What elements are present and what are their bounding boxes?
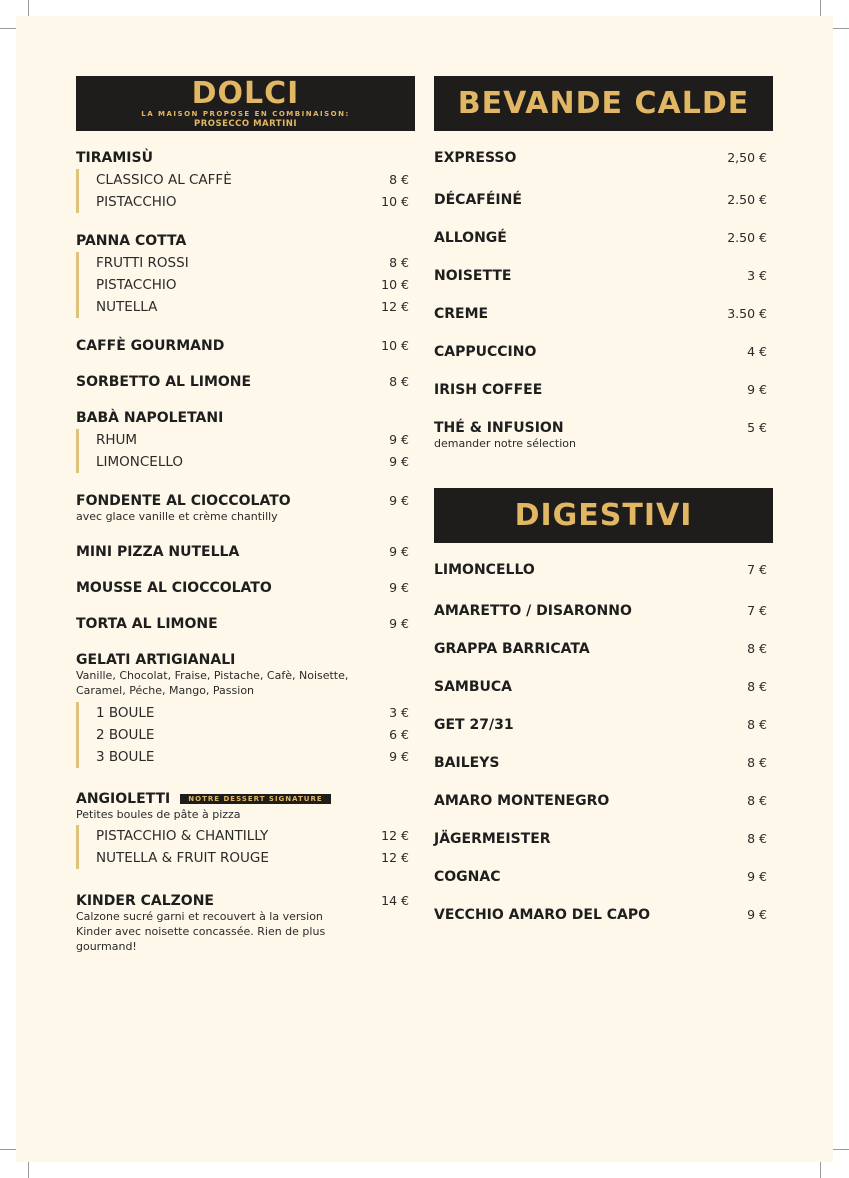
crop-mark (0, 28, 16, 29)
menu-item-tiramisu (76, 150, 415, 213)
item-variants (76, 429, 415, 473)
item-name: JÄGERMEISTER (434, 831, 551, 847)
variant-row (96, 847, 415, 869)
item-name: SAMBUCA (434, 679, 512, 695)
crop-mark (28, 0, 29, 16)
variant-row (96, 451, 415, 473)
menu-item-noisette (434, 268, 773, 306)
variant-name: 1 BOULE (96, 705, 155, 721)
item-name: GET 27/31 (434, 717, 514, 733)
menu-item-caffe-gourmand (76, 338, 415, 354)
item-price: 5 € (747, 420, 767, 435)
bevande-title: BEVANDE CALDE (457, 85, 750, 121)
item-name: AMARO MONTENEGRO (434, 793, 610, 809)
variant-price: 12 € (381, 299, 409, 314)
variant-row (96, 825, 415, 847)
variant-price: 8 € (389, 255, 409, 270)
item-price: 9 € (747, 382, 767, 397)
crop-mark (820, 1162, 821, 1178)
item-price: 9 € (389, 544, 409, 559)
variant-name: PISTACCHIO & CHANTILLY (96, 828, 269, 844)
menu-item-sorbetto (76, 374, 415, 390)
menu-item-decafeine (434, 192, 773, 230)
variant-price: 10 € (381, 194, 409, 209)
variant-row (96, 702, 415, 724)
crop-mark (28, 1162, 29, 1178)
item-variants (76, 825, 415, 869)
menu-item-vecchio-amaro (434, 907, 773, 945)
variant-row (96, 429, 415, 451)
menu-item-mousse (76, 580, 415, 596)
item-name: TORTA AL LIMONE (76, 616, 218, 632)
dolci-banner (76, 76, 415, 131)
item-name: KINDER CALZONE (76, 893, 214, 909)
crop-mark (833, 28, 849, 29)
item-price: 9 € (389, 493, 409, 508)
item-price: 9 € (747, 907, 767, 922)
menu-item-grappa (434, 641, 773, 679)
item-variants (76, 702, 415, 768)
item-name: MOUSSE AL CIOCCOLATO (76, 580, 272, 596)
variant-row (96, 191, 415, 213)
item-price: 9 € (389, 616, 409, 631)
digestivi-list (434, 562, 773, 945)
item-name: CAPPUCCINO (434, 344, 537, 360)
menu-page (16, 16, 833, 1162)
menu-item-jagermeister (434, 831, 773, 869)
menu-item-expresso (434, 150, 773, 192)
item-variants (76, 169, 415, 213)
variant-price: 6 € (389, 727, 409, 742)
menu-item-fondente (76, 493, 415, 524)
item-name: GRAPPA BARRICATA (434, 641, 590, 657)
dolci-column (76, 76, 415, 954)
crop-mark (0, 1149, 16, 1150)
variant-price: 9 € (389, 749, 409, 764)
menu-item-irish-coffee (434, 382, 773, 420)
item-price: 2.50 € (727, 230, 767, 245)
signature-badge: NOTRE DESSERT SIGNATURE (180, 794, 330, 804)
item-price: 9 € (389, 580, 409, 595)
item-name: LIMONCELLO (434, 562, 535, 578)
item-name: CAFFÈ GOURMAND (76, 338, 225, 354)
item-name: DÉCAFÉINÉ (434, 192, 522, 208)
variant-name: PISTACCHIO (96, 194, 177, 210)
variant-price: 9 € (389, 432, 409, 447)
item-name: THÉ & INFUSION (434, 420, 564, 436)
item-name: FONDENTE AL CIOCCOLATO (76, 493, 291, 509)
item-price: 2,50 € (727, 150, 767, 165)
item-price: 8 € (747, 679, 767, 694)
item-name: SORBETTO AL LIMONE (76, 374, 252, 390)
variant-price: 12 € (381, 828, 409, 843)
variant-row (96, 169, 415, 191)
menu-item-panna-cotta (76, 233, 415, 318)
item-name: AMARETTO / DISARONNO (434, 603, 632, 619)
item-name: COGNAC (434, 869, 501, 885)
menu-item-cognac (434, 869, 773, 907)
variant-row (96, 724, 415, 746)
item-name: PANNA COTTA (76, 233, 187, 249)
variant-name: NUTELLA (96, 299, 158, 315)
item-name: TIRAMISÙ (76, 150, 153, 166)
menu-item-kinder-calzone (76, 893, 415, 954)
dolci-pairing: PROSECCO MARTINI (193, 118, 298, 129)
digestivi-banner (434, 488, 773, 543)
bevande-banner (434, 76, 773, 131)
item-name: BAILEYS (434, 755, 500, 771)
variant-name: RHUM (96, 432, 138, 448)
variant-price: 9 € (389, 454, 409, 469)
menu-item-mini-pizza-nutella (76, 544, 415, 560)
item-price: 4 € (747, 344, 767, 359)
item-price: 14 € (381, 893, 409, 908)
menu-item-get-27-31 (434, 717, 773, 755)
item-name: EXPRESSO (434, 150, 517, 166)
item-price: 8 € (747, 793, 767, 808)
variant-price: 12 € (381, 850, 409, 865)
item-name: NOISETTE (434, 268, 512, 284)
item-price: 8 € (747, 717, 767, 732)
variant-name: NUTELLA & FRUIT ROUGE (96, 850, 269, 866)
item-price: 7 € (747, 562, 767, 577)
item-description: Vanille, Chocolat, Fraise, Pistache, Cafè, Noisette, Caramel, Péche, Mango, Passion (76, 669, 349, 697)
menu-item-creme (434, 306, 773, 344)
menu-item-cappuccino (434, 344, 773, 382)
menu-item-amaretto (434, 603, 773, 641)
menu-item-baileys (434, 755, 773, 793)
item-price: 2.50 € (727, 192, 767, 207)
item-price: 10 € (381, 338, 409, 353)
dolci-title: DOLCI (191, 75, 300, 111)
variant-name: CLASSICO AL CAFFÈ (96, 172, 232, 188)
variant-name: FRUTTI ROSSI (96, 255, 189, 271)
item-price: 9 € (747, 869, 767, 884)
variant-row (96, 252, 415, 274)
menu-item-amaro-montenegro (434, 793, 773, 831)
item-price: 8 € (747, 641, 767, 656)
variant-price: 8 € (389, 172, 409, 187)
item-name: IRISH COFFEE (434, 382, 543, 398)
item-price: 8 € (747, 831, 767, 846)
bevande-list (434, 150, 773, 451)
item-price: 8 € (747, 755, 767, 770)
item-name: VECCHIO AMARO DEL CAPO (434, 907, 651, 923)
item-name: ALLONGÉ (434, 230, 507, 246)
variant-price: 10 € (381, 277, 409, 292)
variant-row (96, 274, 415, 296)
variant-name: 3 BOULE (96, 749, 155, 765)
digestivi-title: DIGESTIVI (514, 497, 693, 533)
item-name: GELATI ARTIGIANALI (76, 652, 236, 668)
item-name: CREME (434, 306, 489, 322)
menu-item-gelati (76, 652, 415, 768)
menu-item-torta (76, 616, 415, 632)
item-name: ANGIOLETTI (76, 791, 171, 807)
menu-item-baba (76, 410, 415, 473)
item-description: Calzone sucré garni et recouvert à la version Kinder avec noisette concassée. Rien de plus gourmand! (76, 910, 326, 953)
variant-price: 3 € (389, 705, 409, 720)
crop-mark (820, 0, 821, 16)
item-price: 7 € (747, 603, 767, 618)
item-variants (76, 252, 415, 318)
variant-name: 2 BOULE (96, 727, 155, 743)
item-name: BABÀ NAPOLETANI (76, 410, 224, 426)
item-description: Petites boules de pâte à pizza (76, 808, 241, 821)
item-description: demander notre sélection (434, 437, 576, 450)
variant-name: PISTACCHIO (96, 277, 177, 293)
item-name: MINI PIZZA NUTELLA (76, 544, 240, 560)
variant-row (96, 296, 415, 318)
variant-name: LIMONCELLO (96, 454, 184, 470)
item-price: 8 € (389, 374, 409, 389)
crop-mark (833, 1149, 849, 1150)
menu-item-the-infusion (434, 420, 773, 451)
variant-row (96, 746, 415, 768)
item-description: avec glace vanille et crème chantilly (76, 510, 278, 523)
menu-item-angioletti (76, 788, 415, 869)
item-price: 3 € (747, 268, 767, 283)
drinks-column (434, 76, 773, 945)
dolci-subtitle: LA MAISON PROPOSE EN COMBINAISON: (141, 109, 350, 118)
menu-item-limoncello (434, 562, 773, 603)
item-price: 3.50 € (727, 306, 767, 321)
menu-item-allonge (434, 230, 773, 268)
menu-item-sambuca (434, 679, 773, 717)
